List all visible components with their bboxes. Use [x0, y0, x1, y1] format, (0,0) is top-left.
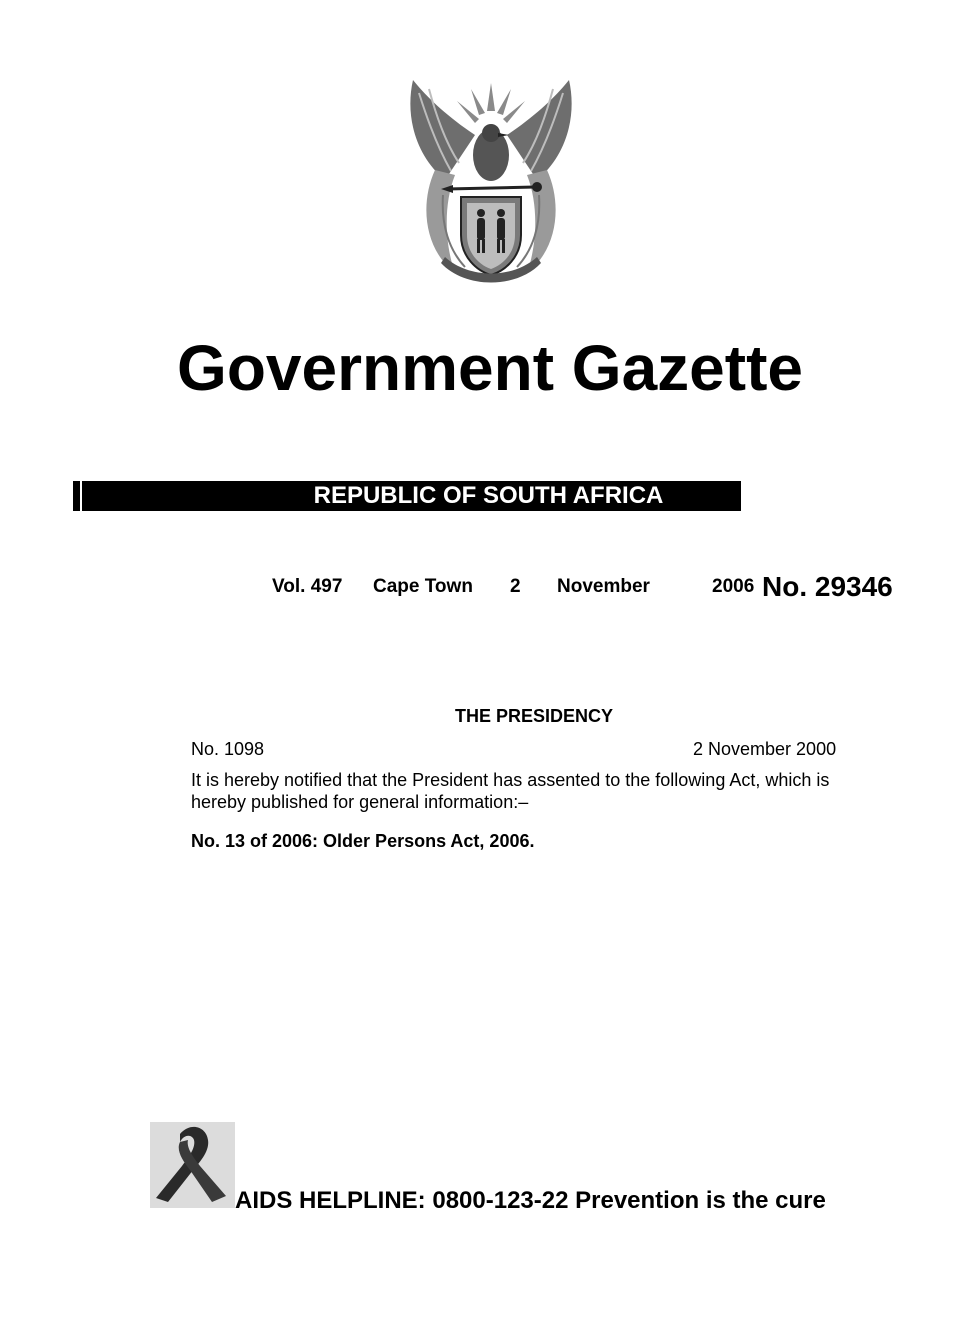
- coat-of-arms-icon: [405, 75, 577, 295]
- banner-text: REPUBLIC OF SOUTH AFRICA: [313, 482, 664, 509]
- issue-day: 2: [510, 576, 521, 597]
- aids-helpline: AIDS HELPLINE: 0800-123-22 Prevention is the cure: [235, 1187, 826, 1214]
- act-title: No. 13 of 2006: Older Persons Act, 2006.: [191, 831, 535, 851]
- gazette-title: Government Gazette: [177, 332, 803, 404]
- issue-city: Cape Town: [373, 576, 473, 597]
- notice-heading: THE PRESIDENCY: [454, 706, 614, 726]
- notice-date: 2 November 2000: [693, 739, 837, 759]
- aids-ribbon-icon: [150, 1122, 235, 1208]
- notice-body: It is hereby notified that the President has assented to the following Act, which is hereby published for general information:–: [191, 770, 830, 812]
- notice-number: No. 1098: [191, 739, 265, 759]
- issue-year: 2006: [712, 576, 755, 597]
- issue-month: November: [557, 576, 650, 597]
- issue-volume: Vol. 497: [272, 576, 343, 597]
- issue-number: No. 29346: [762, 571, 893, 602]
- republic-banner: [73, 481, 741, 511]
